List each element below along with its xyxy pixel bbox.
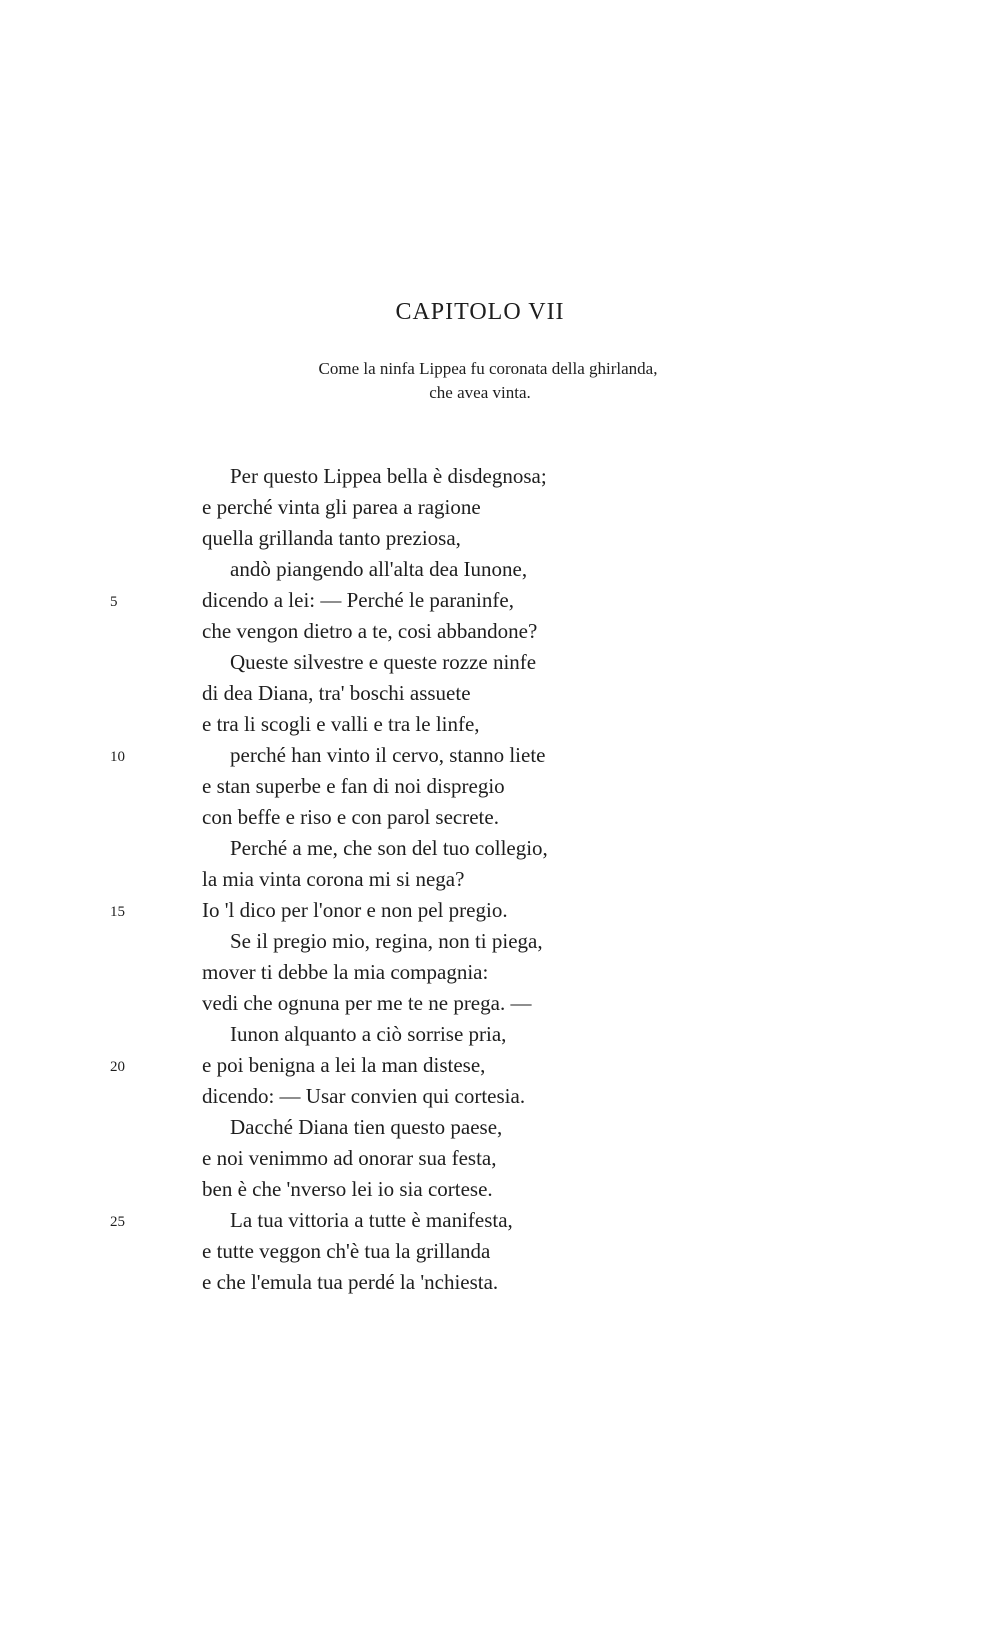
verse-line: dicendo: — Usar convien qui cortesia. [202,1084,526,1108]
verse-line: andò piangendo all'alta dea Iunone, [230,557,528,581]
verse-line: perché han vinto il cervo, stanno liete [230,743,546,767]
verse-line: e perché vinta gli parea a ragione [202,495,481,519]
chapter-title: CAPITOLO VII [395,299,565,325]
chapter-subtitle-line-2: che avea vinta. [429,383,531,402]
verse-line: e tra li scogli e valli e tra le linfe, [202,712,480,736]
verse-line: Perché a me, che son del tuo collegio, [230,836,548,860]
verse-line: Dacché Diana tien questo paese, [230,1115,503,1139]
verse-line: di dea Diana, tra' boschi assuete [202,681,471,705]
verse-line: e che l'emula tua perdé la 'nchiesta. [202,1270,499,1294]
line-number: 15 [110,904,125,920]
line-number: 20 [110,1059,125,1075]
verse-line: mover ti debbe la mia compagnia: [202,960,489,984]
verse-line: che vengon dietro a te, cosi abbandone? [202,619,538,643]
verse-line: La tua vittoria a tutte è manifesta, [230,1208,513,1232]
verse-line: ben è che 'nverso lei io sia cortese. [202,1177,493,1201]
verse-line: la mia vinta corona mi si nega? [202,867,465,891]
verse-line: con beffe e riso e con parol secrete. [202,805,499,829]
verse-line: e noi venimmo ad onorar sua festa, [202,1146,497,1170]
verse-line: Iunon alquanto a ciò sorrise pria, [230,1022,507,1046]
line-number: 5 [110,594,118,610]
verse-line: Io 'l dico per l'onor e non pel pregio. [202,898,508,922]
verse-line: e stan superbe e fan di noi dispregio [202,774,505,798]
verse-line: vedi che ognuna per me te ne prega. — [202,991,532,1015]
verse-line: quella grillanda tanto preziosa, [202,526,461,550]
line-number: 25 [110,1214,125,1230]
chapter-subtitle-line-1: Come la ninfa Lippea fu coronata della ghirlanda, [318,359,658,378]
verse-line: Per questo Lippea bella è disdegnosa; [230,464,547,488]
verse-line: dicendo a lei: — Perché le paraninfe, [202,588,514,612]
verse-line: e tutte veggon ch'è tua la grillanda [202,1239,491,1263]
verse-line: Queste silvestre e queste rozze ninfe [230,650,537,674]
line-number: 10 [110,749,125,765]
verse-line: e poi benigna a lei la man distese, [202,1053,486,1077]
verse-line: Se il pregio mio, regina, non ti piega, [230,929,543,953]
